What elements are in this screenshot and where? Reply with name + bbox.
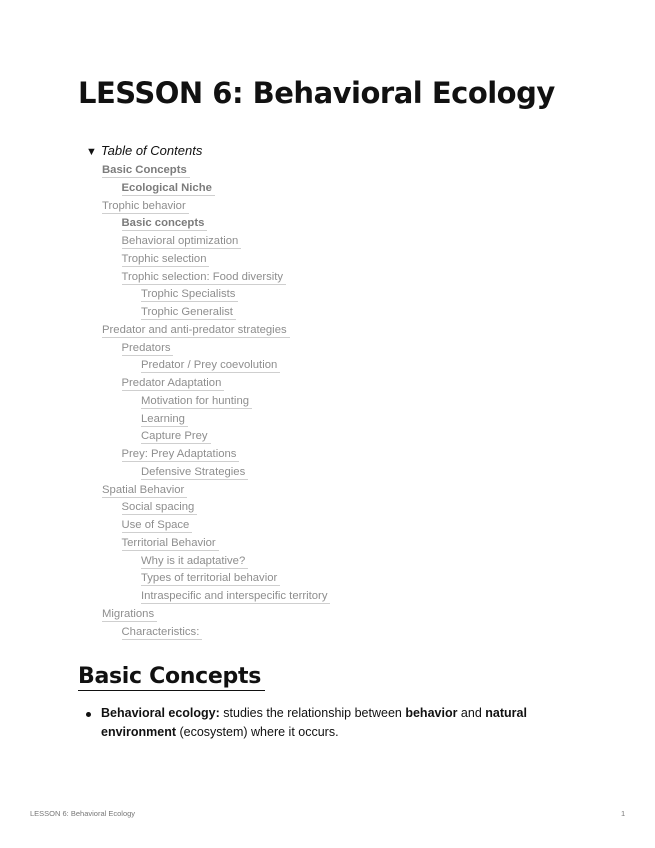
- term-behavioral-ecology: Behavioral ecology:: [101, 706, 220, 720]
- toc-header-label: Table of Contents: [100, 143, 203, 158]
- toc-link[interactable]: Intraspecific and interspecific territory: [141, 589, 330, 604]
- triangle-down-icon[interactable]: ▼: [86, 146, 97, 158]
- toc-link[interactable]: Trophic Specialists: [141, 287, 238, 302]
- toc-link[interactable]: Motivation for hunting: [141, 394, 252, 409]
- toc-link[interactable]: Predator / Prey coevolution: [141, 358, 280, 373]
- toc-link[interactable]: Territorial Behavior: [122, 536, 219, 551]
- toc-link[interactable]: Trophic selection: [122, 252, 210, 267]
- toc-link[interactable]: Trophic Generalist: [141, 305, 236, 320]
- toc-link[interactable]: Migrations: [102, 607, 157, 622]
- toc-link[interactable]: Characteristics:: [122, 625, 203, 640]
- toc-link[interactable]: Why is it adaptative?: [141, 554, 248, 569]
- toc-link[interactable]: Behavioral optimization: [122, 234, 242, 249]
- bullet-text-part: studies the relationship between: [219, 706, 406, 720]
- toc-link[interactable]: Basic concepts: [122, 216, 208, 231]
- toc-link[interactable]: Trophic behavior: [102, 199, 189, 214]
- toc-link[interactable]: Capture Prey: [141, 429, 211, 444]
- bold-behavior: behavior: [405, 706, 458, 720]
- page-title: LESSON 6: Behavioral Ecology: [78, 76, 555, 110]
- toc-link[interactable]: Predators: [122, 341, 174, 356]
- footer-title: LESSON 6: Behavioral Ecology: [30, 809, 136, 818]
- toc-link[interactable]: Ecological Niche: [122, 181, 215, 196]
- bullet-dot-icon: [86, 712, 91, 717]
- bullet-text: [101, 704, 581, 742]
- toc-toggle[interactable]: [86, 143, 202, 158]
- toc-link[interactable]: Use of Space: [122, 518, 193, 533]
- toc-link[interactable]: Predator and anti-predator strategies: [102, 323, 290, 338]
- bullet-text-part: and: [457, 706, 486, 720]
- toc-link[interactable]: Learning: [141, 412, 188, 427]
- toc-link[interactable]: Trophic selection: Food diversity: [122, 270, 287, 285]
- toc-link[interactable]: Predator Adaptation: [122, 376, 225, 391]
- toc-link[interactable]: Social spacing: [122, 500, 198, 515]
- toc-link[interactable]: Defensive Strategies: [141, 465, 248, 480]
- bold-natural-environment: natural environment: [101, 706, 527, 739]
- section-heading: Basic Concepts: [78, 664, 265, 691]
- page-number: 1: [621, 809, 626, 818]
- bullet-text-part: (ecosystem) where it occurs.: [176, 725, 339, 739]
- toc-link[interactable]: Types of territorial behavior: [141, 571, 280, 586]
- toc-link[interactable]: Prey: Prey Adaptations: [122, 447, 240, 462]
- toc-link[interactable]: Spatial Behavior: [102, 483, 187, 498]
- toc-link[interactable]: Basic Concepts: [102, 163, 190, 178]
